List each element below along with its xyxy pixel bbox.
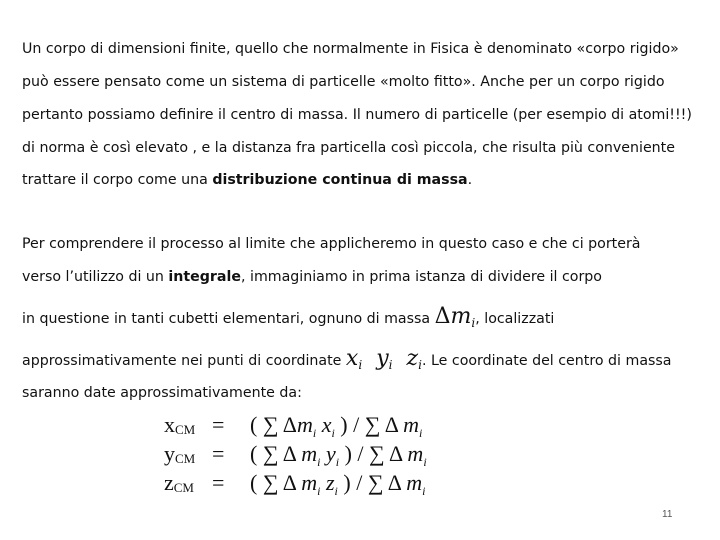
text-run: , immaginiamo in prima istanza di dividere il corpo bbox=[241, 269, 602, 285]
text-line bbox=[22, 269, 602, 285]
equation-y-cm: yCM = ( ∑ Δ $m_i$ $y_i$ ) / ∑ Δ $m_i$ bbox=[164, 441, 427, 469]
text-line: può essere pensato come un sistema di particelle «molto fitto». Anche per un corpo rigido bbox=[22, 74, 665, 90]
text-run: approssimativamente nei punti di coordinate bbox=[22, 353, 346, 369]
equation-x-cm: xCM = ( ∑ $\Delta m_i$ $x_i$ ) / ∑ Δ $m_i$ bbox=[164, 412, 423, 440]
delta-mass-symbol: $\Delta m_i$ bbox=[434, 304, 476, 331]
text-line bbox=[22, 304, 554, 330]
text-line bbox=[22, 346, 672, 372]
equation-z-cm: zCM = ( ∑ Δ $m_i$ $z_i$ ) / ∑ Δ $m_i$ bbox=[164, 470, 426, 498]
coordinate-symbols: $x_i$ $y_i$ $z_i$ bbox=[345, 346, 422, 373]
bold-term: distribuzione continua di massa bbox=[212, 172, 468, 188]
text-line: pertanto possiamo definire il centro di massa. Il numero di particelle (per esempio di atomi!!!) bbox=[22, 107, 692, 123]
text-line: di norma è così elevato , e la distanza fra particella così piccola, che risulta più conveniente bbox=[22, 140, 675, 156]
text-run: , localizzati bbox=[475, 311, 555, 327]
text-run: in questione in tanti cubetti elementari, ognuno di massa bbox=[22, 311, 435, 327]
text-line: Per comprendere il processo al limite che applicheremo in questo caso e che ci porterà bbox=[22, 236, 641, 252]
text-run: verso l’utilizzo di un bbox=[22, 269, 169, 285]
text-line: saranno date approssimativamente da: bbox=[22, 385, 302, 401]
text-line bbox=[22, 172, 472, 188]
page-number: 11 bbox=[662, 509, 673, 520]
text-line: Un corpo di dimensioni finite, quello che normalmente in Fisica è denominato «corpo rigido» bbox=[22, 41, 679, 57]
text-run: trattare il corpo come una bbox=[22, 172, 213, 188]
bold-term: integrale bbox=[168, 269, 241, 285]
text-run: . Le coordinate del centro di massa bbox=[421, 353, 672, 369]
text-run: . bbox=[467, 172, 473, 188]
